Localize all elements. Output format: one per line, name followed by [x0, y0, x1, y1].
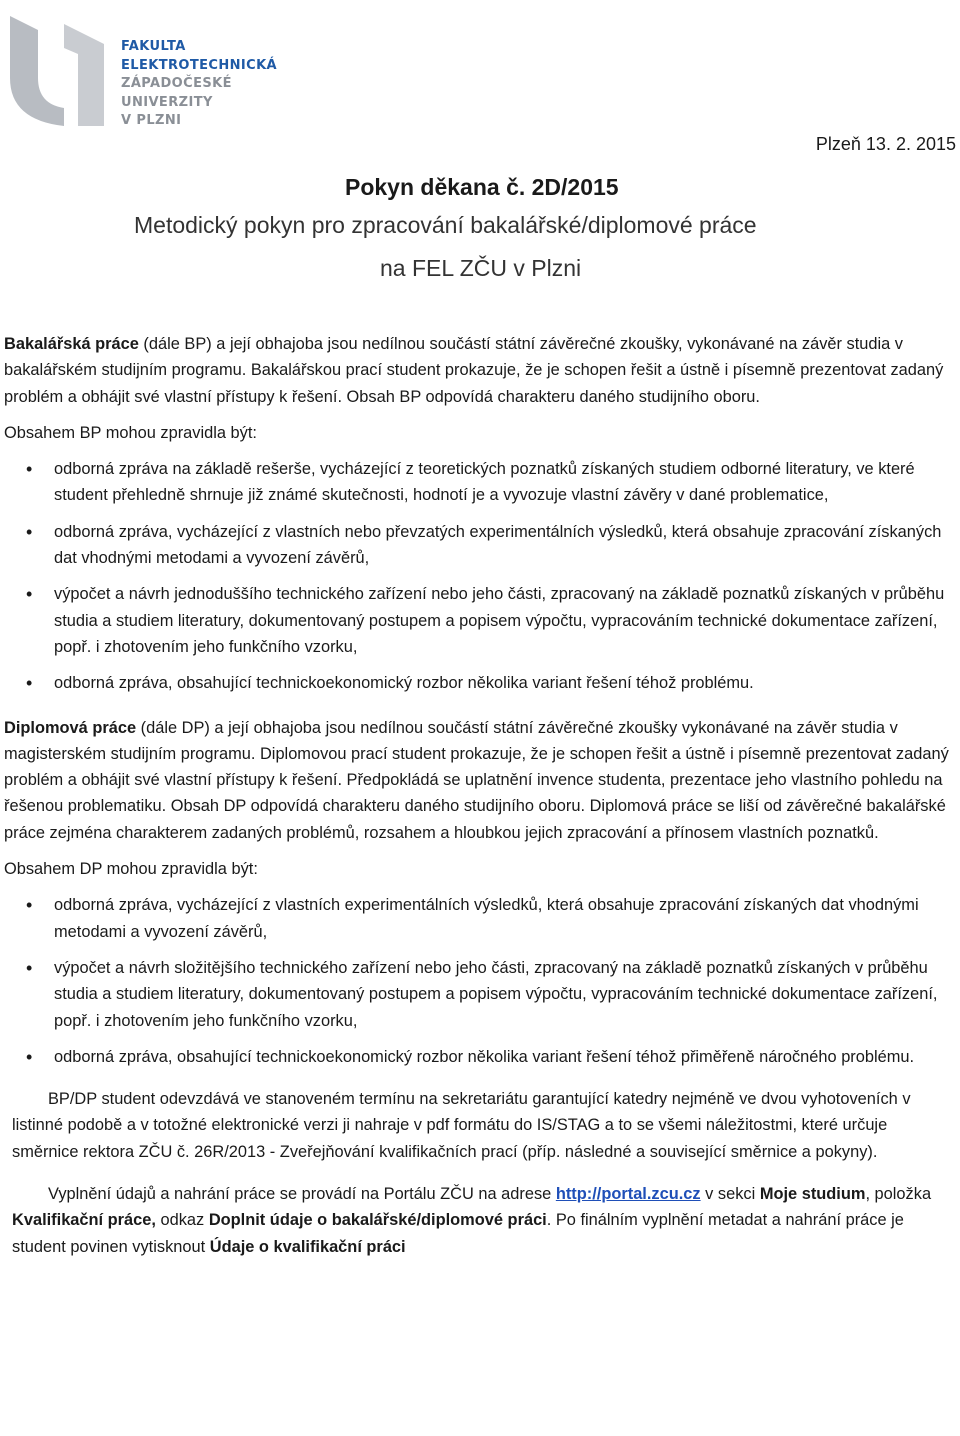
- dp-lead-text: (dále DP) a její obhajoba jsou nedílnou součástí státní závěrečné zkoušky vykonávané na závěr studia v magisterském studijním programu. Diplomovou prací student prokazuje, že je schopen řešit a ústně i písemně prezentovat zadaný problém a obhájit své vlastní přístupy k řešení. Předpokládá se uplatnění invence studenta, prezentace jeho vlastního pohledu na řešenou problematiku. Obsah DP odpovídá charakteru daného studijního oboru. Diplomová práce se liší od závěrečné bakalářské práce zejména charakterem zadaných problémů, rozsahem a hloubkou jejich zpracování a přínosem vlastních poznatků.: [4, 718, 949, 842]
- list-item: • odborná zpráva, obsahující technickoekonomický rozbor několika variant řešení téhož problému.: [4, 670, 952, 696]
- bp-list-intro: Obsahem BP mohou zpravidla být:: [4, 423, 257, 442]
- bp-lead-bold: Bakalářská práce: [4, 335, 139, 353]
- portal-item-name: Kvalifikační práce,: [12, 1211, 156, 1230]
- list-item: • odborná zpráva, vycházející z vlastních experimentálních výsledků, která obsahuje zpracování získaných dat vhodnými metodami a vyvození závěrů,: [4, 892, 952, 945]
- document-date: Plzeň 13. 2. 2015: [815, 134, 956, 154]
- list-item: • odborná zpráva, vycházející z vlastních nebo převzatých experimentálních výsledků, která obsahuje zpracování získaných dat vhodnými metodami a vyvození závěrů,: [4, 519, 952, 572]
- portal-text: , položka: [865, 1185, 932, 1204]
- dp-list-intro: Obsahem DP mohou zpravidla být:: [4, 860, 258, 879]
- dp-paragraph: [4, 715, 952, 846]
- university-logo-icon: [8, 8, 108, 133]
- document-subtitle-line2: na FEL ZČU v Plzni: [380, 255, 582, 281]
- portal-print-name: Údaje o kvalifikační práci: [209, 1237, 406, 1256]
- portal-link-name: Doplnit údaje o bakalářské/diplomové práci: [208, 1211, 547, 1230]
- document-title: Pokyn děkana č. 2D/2015: [345, 174, 619, 200]
- list-item: • výpočet a návrh jednoduššího technického zařízení nebo jeho části, zpracovaný na základě poznatků získaných v průběhu studia a studiem literatury, dokumentovaný postupem a popisem výpočtu, vypracováním technické dokumentace zařízení, popř. i zhotovením jeho funkčního vzorku,: [4, 581, 952, 660]
- portal-text: . Po finálním vyplnění metadat a nahrání práce je student povinen vytisknout: [12, 1211, 904, 1256]
- portal-text: Vyplnění údajů a nahrání práce se provádí na Portálu ZČU na adrese: [48, 1185, 556, 1204]
- logo-line: ELEKTROTECHNICKÁ: [121, 57, 278, 73]
- logo-text: [121, 38, 277, 131]
- list-item: • odborná zpráva, obsahující technickoekonomický rozbor několika variant řešení téhož přiměřeně náročného problému.: [4, 1044, 952, 1070]
- logo-line: ZÁPADOČESKÉ: [121, 76, 232, 92]
- portal-link[interactable]: http://portal.zcu.cz: [555, 1185, 701, 1204]
- portal-section-name: Moje studium: [759, 1185, 866, 1204]
- logo-line: UNIVERZITY: [121, 94, 213, 110]
- list-item: • výpočet a návrh složitějšího technického zařízení nebo jeho části, zpracovaný na základě poznatků získaných v průběhu studia a studiem literatury, dokumentovaný postupem a popisem výpočtu, vypracováním technické dokumentace zařízení, popř. i zhotovením jeho funkčního vzorku,: [4, 955, 952, 1034]
- dp-lead-bold: Diplomová práce: [4, 718, 137, 737]
- document-subtitle-line1: Metodický pokyn pro zpracování bakalářské/diplomové práce: [134, 212, 757, 238]
- dp-list: [4, 892, 952, 1070]
- logo-line: FAKULTA: [121, 39, 186, 54]
- document-body: [4, 331, 952, 1260]
- bp-list: [4, 456, 952, 696]
- portal-text: odkaz: [155, 1211, 209, 1230]
- portal-text: v sekci: [700, 1185, 760, 1204]
- list-item: • odborná zpráva na základě rešerše, vycházející z teoretických poznatků získaných studiem odborné literatury, ve které student přehledně shrnuje již známé skutečnosti, hodnotí je a vyvozuje vlastní závěry v dané problematice,: [4, 456, 952, 509]
- faculty-logo: [8, 8, 278, 138]
- submission-paragraph: BP/DP student odevzdává ve stanoveném termínu na sekretariátu garantující katedry nejméně ve dvou vyhotoveních v listinné podobě a v totožné elektronické verzi ji nahraje v pdf formátu do IS/STAG a to se všemi náležitostmi, které určuje směrnice rektora ZČU č. 26R/2013 - Zveřejňování kvalifikačních prací (příp. následné a související směrnice a pokyny).: [12, 1090, 911, 1161]
- bp-lead-text: (dále BP) a její obhajoba jsou nedílnou součástí státní závěrečné zkoušky, vykonávané na závěr studia v bakalářském studijním programu. Bakalářskou prací student prokazuje, že je schopen řešit a ústně i písemně prezentovat zadaný problém a obhájit své vlastní přístupy k řešení. Obsah BP odpovídá charakteru daného studijního oboru.: [4, 335, 944, 406]
- portal-paragraph: [4, 1181, 952, 1260]
- logo-line: V PLZNI: [121, 113, 182, 129]
- bp-paragraph: [4, 331, 952, 410]
